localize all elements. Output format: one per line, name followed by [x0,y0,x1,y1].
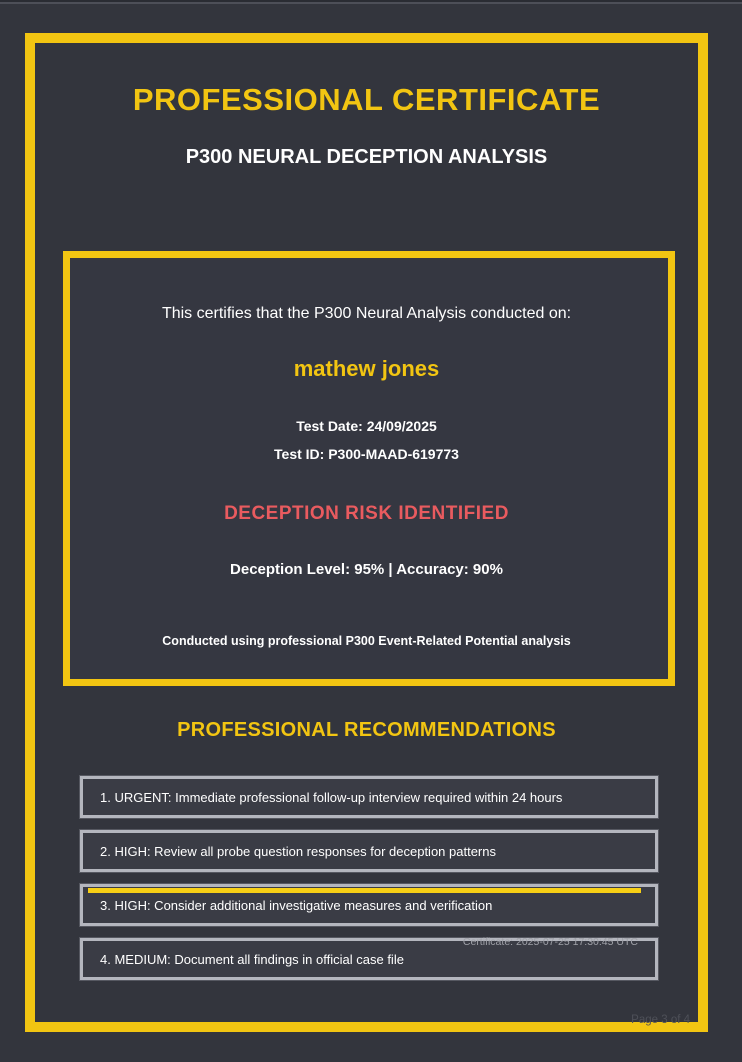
page-break-stripe [88,888,641,893]
test-id: Test ID: P300-MAAD-619773 [274,446,459,462]
certifies-statement: This certifies that the P300 Neural Analysis conducted on: [161,305,572,322]
certificate-timestamp: Certificate: 2025-07-25 17:30:45 UTC [462,936,638,948]
risk-status: DECEPTION RISK IDENTIFIED [224,503,509,524]
deception-metrics: Deception Level: 95% | Accuracy: 90% [230,561,503,578]
certificate-title: PROFESSIONAL CERTIFICATE [132,82,601,117]
recommendation-text: 1. URGENT: Immediate professional follow-up interview required within 24 hours [100,789,563,805]
page-top-divider [0,2,742,4]
certificate-subtitle: P300 NEURAL DECEPTION ANALYSIS [185,146,548,168]
test-date: Test Date: 24/09/2025 [296,418,437,434]
subject-name: mathew jones [293,356,440,381]
recommendation-item [80,830,658,872]
recommendation-item [80,884,658,926]
recommendation-text: 3. HIGH: Consider additional investigative measures and verification [100,897,493,913]
recommendation-text: 4. MEDIUM: Document all findings in official case file [100,951,404,967]
recommendations-title: PROFESSIONAL RECOMMENDATIONS [177,719,556,741]
recommendation-text: 2. HIGH: Review all probe question responses for deception patterns [100,843,496,859]
page-number: Page 3 of 4 [631,1014,690,1026]
recommendation-item [80,776,658,818]
analysis-method-note: Conducted using professional P300 Event-Related Potential analysis [162,634,571,648]
